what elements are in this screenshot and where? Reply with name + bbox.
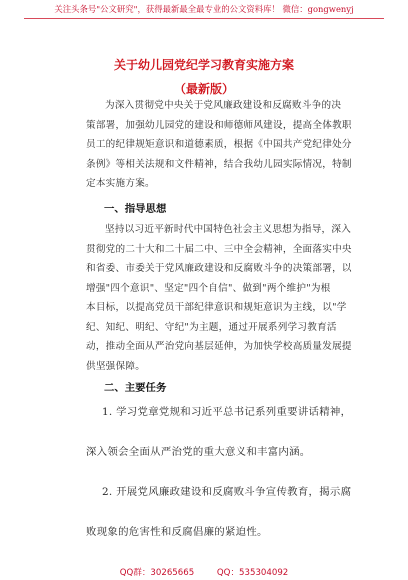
document-subtitle: （最新版） <box>173 82 234 96</box>
guiding-line: 增强"四个意识"、坚定"四个自信"、做到"两个维护"为根 <box>86 282 331 294</box>
footer-qq: QQ：535304092 <box>216 568 289 578</box>
intro-line: 为深入贯彻党中央关于党风廉政建设和反腐败斗争的决 <box>105 100 342 111</box>
task-line: 1. 学习党章党规和习近平总书记系列重要讲话精神， <box>102 406 352 418</box>
header-banner: 关注头条号"公文研究"，获得最新最全最专业的公文资料库！ 微信：gongwenyj <box>54 4 354 14</box>
intro-line: 定本实施方案。 <box>86 178 155 189</box>
intro-line: 策部署，加强幼儿园党的建设和师德师风建设，提高全体教职 <box>86 119 352 131</box>
guiding-paragraph <box>86 220 354 376</box>
intro-paragraph <box>86 96 354 194</box>
guiding-line: 供坚强保障。 <box>86 360 146 372</box>
intro-line: 条例》等相关法规和文件精神，结合我幼儿园实际情况，特制 <box>86 158 352 170</box>
task-line: 深入领会全面从严治党的重大意义和丰富内涵。 <box>86 446 311 458</box>
task-line: 败现象的危害性和反腐倡廉的紧迫性。 <box>86 526 268 538</box>
guiding-line: 和省委、市委关于党风廉政建设和反腐败斗争的决策部署，以 <box>86 263 352 274</box>
guiding-line: 坚持以习近平新时代中国特色社会主义思想为指导，深入 <box>105 224 352 235</box>
footer-qq-group: QQ群：30265665 <box>119 568 195 578</box>
task-line: 2. 开展党风廉政建设和反腐败斗争宣传教育，揭示腐 <box>102 486 352 498</box>
intro-line: 员工的纪律规矩意识和道德素质，根据《中国共产党纪律处分 <box>86 139 352 150</box>
section-heading-tasks: 二、主要任务 <box>104 382 167 394</box>
guiding-line: 纪、知纪、明纪、守纪"为主题，通过开展系列学习教育活 <box>86 321 337 333</box>
section-heading-guiding: 一、指导思想 <box>104 203 167 215</box>
footer-contact <box>0 566 408 578</box>
document-title: 关于幼儿园党纪学习教育实施方案 <box>113 58 294 72</box>
task-item-1 <box>86 392 356 472</box>
task-item-2 <box>86 472 356 552</box>
guiding-line: 本目标，以提高党员干部纪律意识和规矩意识为主线，以"学 <box>86 302 347 313</box>
header-divider <box>24 18 384 19</box>
guiding-line: 动，推动全面从严治党向基层延伸，为加快学校高质量发展提 <box>86 341 352 352</box>
guiding-line: 贯彻党的二十大和二十届二中、三中全会精神，全面落实中央 <box>86 243 352 255</box>
